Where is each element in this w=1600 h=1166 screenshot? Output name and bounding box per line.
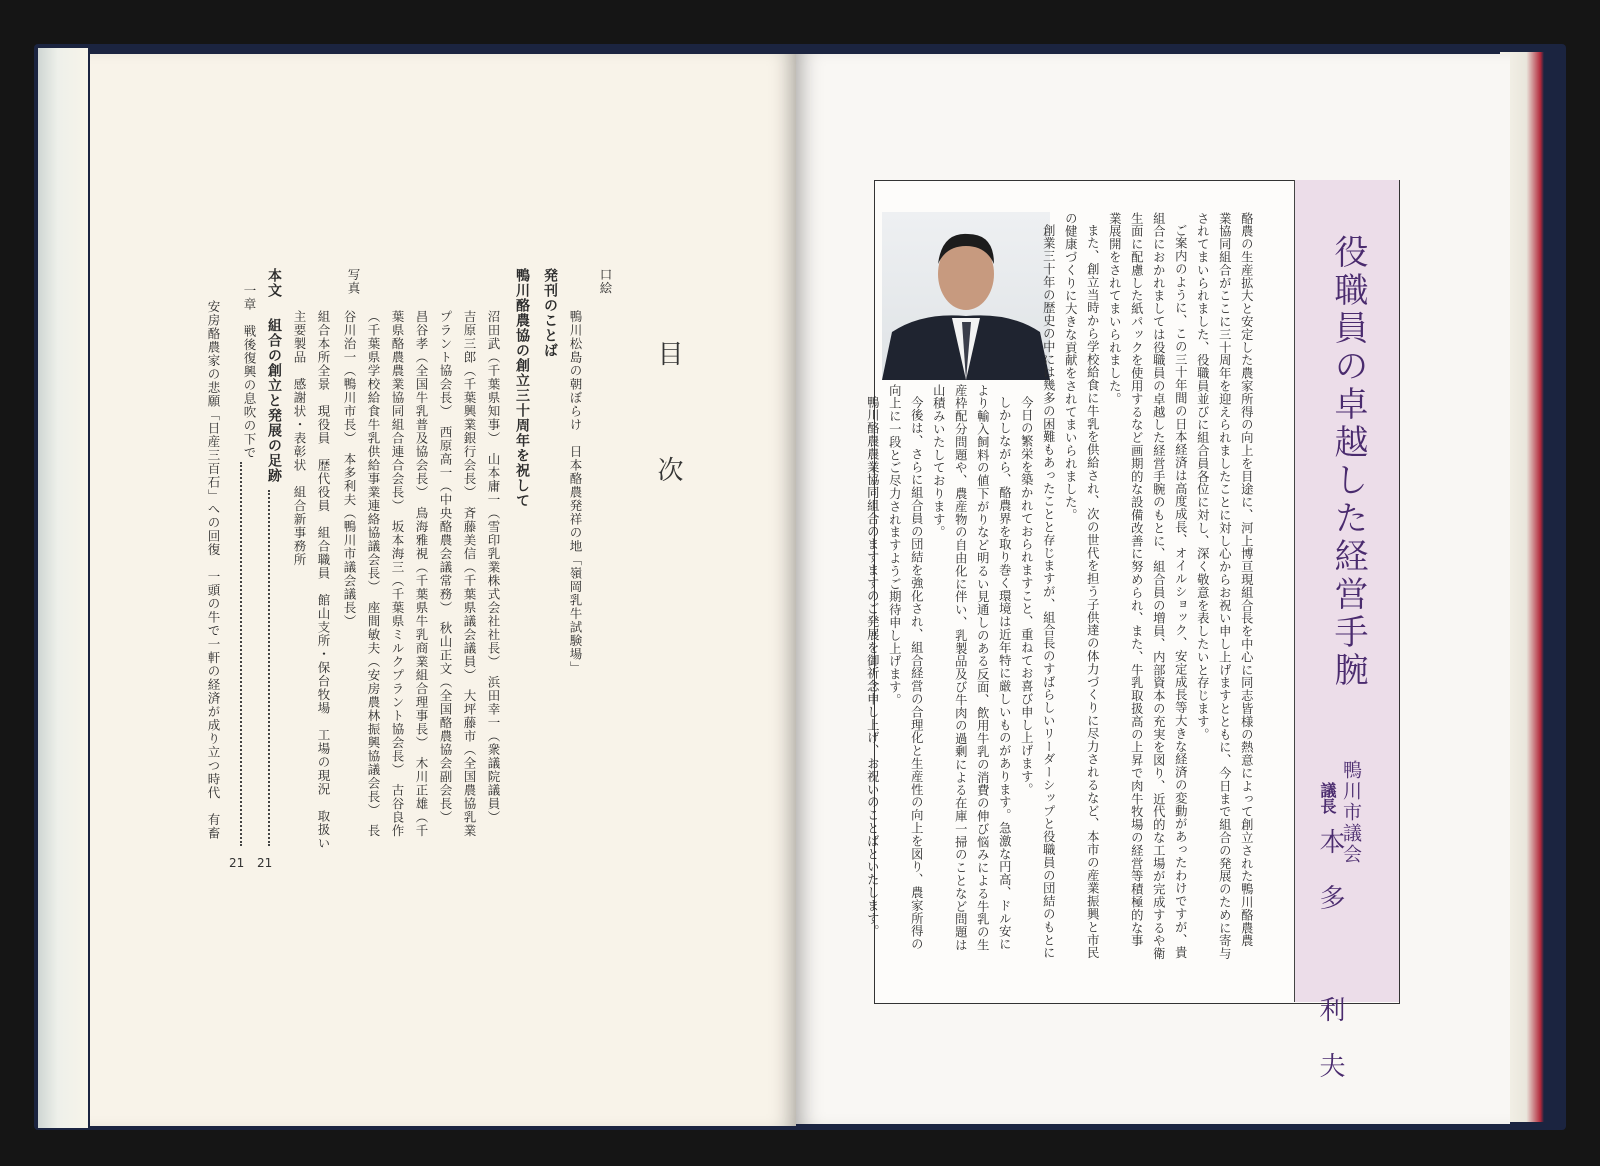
toc-dot-leader	[268, 490, 270, 846]
toc-iwai-line: 沼田武（千葉県知事） 山本庸一（雪印乳業株式会社社長） 浜田幸一（衆議院議員）	[486, 310, 501, 824]
body-paragraph-line: 今日の繁栄を築かれておられますこと、重ねてお喜び申し上げます。	[1019, 396, 1034, 796]
body-paragraph-line: 創業三十年の歴史の中には幾多の困難もあったことと存じますが、組合長のすばらしいリーダーシップと役職員の団結のもとに	[1041, 224, 1056, 960]
toc-kuchie-heading: 口絵	[598, 268, 613, 295]
body-paragraph-line: しかしながら、酪農界を取り巻く環境は近年特に厳しいものがあります。急激な円高、ドル安に	[997, 396, 1012, 951]
chairman-portrait-photo	[882, 212, 1050, 380]
toc-iwai-line: 吉原三郎（千葉興業銀行会長） 斉藤美信（千葉県議会議員） 大坪藤市（全国農協乳業	[462, 310, 477, 838]
body-paragraph-line: 生面に配慮した紙パックを使用するなど画期的な設備改善に努められ、また、牛乳取扱高の上昇で肉牛牧場の経営等積極的な事	[1129, 212, 1144, 948]
toc-chapter-line: 一章 戦後復興の息吹の下で	[242, 284, 257, 460]
toc-iwai-line: 昌谷孝（全国牛乳普及協会長） 鳥海雅視（千葉県牛乳商業組合理事長） 木川正雄（千	[414, 310, 429, 838]
body-paragraph-line: ご案内のように、この三十年間の日本経済は高度成長、オイルショック、安定成長等大きな経済の変動があったわけですが、貴	[1173, 224, 1188, 960]
body-paragraph-line: 向上に一段とご尽力されますようご期待申し上げます。	[887, 384, 902, 707]
body-paragraph-line: 産枠配分問題や、農産物の自由化に伴い、乳製品及び牛肉の過剰による在庫一掃のことなど問題は	[953, 384, 968, 952]
toc-iwai-line: （千葉県学校給食牛乳供給事業連絡協議会長） 座間敏夫（安房農林振興協議会長） 長	[366, 310, 381, 838]
body-paragraph-line: 業展開をされてまいられました。	[1107, 212, 1122, 406]
body-paragraph-line: 酪農の生産拡大と安定した農家所得の向上を目途に、河上博亘現組合長を中心に同志皆様の熱意によって創立された鴨川酪農農	[1239, 212, 1254, 948]
body-paragraph-line: 山積みいたしております。	[931, 384, 946, 539]
body-paragraph-line: より輸入飼料の値下がりなど明るい見通しのある反面、飲用牛乳の消費の伸び悩みによる牛乳の生	[975, 384, 990, 952]
toc-shashin-heading: 写真	[346, 268, 361, 295]
toc-honbun-title: 組合の創立と発展の足跡	[266, 318, 282, 483]
body-paragraph-line: 鴨川酪農農業協同組合のますますのご発展を御祈念申し上げ、お祝いのことばといたします。	[865, 396, 880, 938]
body-paragraph-line: また、創立当時から学校給食に牛乳を供給され、次の世代を担う子供達の体力づくりに尽力されるなど、本市の産業振興と市民	[1085, 224, 1100, 960]
body-paragraph-line: の健康づくりに大きな貢献をされてまいられました。	[1063, 212, 1078, 522]
body-paragraph-line: 業協同組合がここに三十周年を迎えられましたことに対し心からお祝い申し上げますとともに、今日まで組合の発展のために寄与	[1217, 212, 1232, 961]
author-role: 議長	[1318, 782, 1337, 814]
toc-chapter-sub: 安房酪農家の悲願「日産三百石」への回復 一頭の牛で一軒の経済が成り立つ時代 有畜	[206, 300, 221, 840]
toc-iwai-heading: 鴨川酪農協の創立三十周年を祝して	[514, 268, 530, 508]
page-stack-left	[38, 48, 88, 1128]
author-organization: 鴨川市議会	[1340, 760, 1362, 865]
portrait-icon	[882, 212, 1050, 380]
toc-shashin-line: 主要製品 感謝状・表彰状 組合新事務所	[292, 310, 307, 567]
body-paragraph-line: 今後は、さらに組合員の団結を強化され、組合経営の合理化と生産性の向上を図り、農家所得の	[909, 396, 924, 951]
toc-title: 目 次	[653, 340, 683, 514]
toc-honbun-heading: 本文	[266, 268, 282, 298]
toc-shashin-line: 組合本所全景 現役員 歴代役員 組合職員 館山支所・保台牧場 工場の現況 取扱い	[316, 310, 331, 850]
toc-page-number: 21	[257, 856, 273, 870]
toc-page-number: 21	[229, 856, 245, 870]
toc-iwai-line: プラント協会長） 西原高一（中央酪農会議常務） 秋山正文（全国酪農協会副会長）	[438, 310, 453, 824]
body-paragraph-line: 組合におかれましては役職員の卓越した経営手腕のもとに、組合員の増員、内部資本の充実を図り、近代的な工場が完成するや衛	[1151, 212, 1166, 961]
toc-hakkan-heading: 発刊のことば	[542, 268, 558, 358]
author-name: 本多 利夫	[1315, 828, 1345, 1108]
toc-iwai-line: 谷川治一（鴨川市長） 本多利夫（鴨川市議会議長）	[342, 310, 357, 628]
toc-kuchie-line: 鴨川松島の朝ぼらけ 日本酪農発祥の地「嶺岡乳牛試験場」	[568, 310, 583, 675]
body-paragraph-line: されてまいられました、役職員並びに組合員各位に対し、深く敬意を表したいと存じます。	[1195, 212, 1210, 741]
toc-dot-leader	[240, 462, 242, 846]
tribute-title: 役職員の卓越した経営手腕	[1328, 234, 1368, 690]
toc-iwai-line: 葉県酪農農業協同組合連合会長） 坂本海三（千葉県ミルクプラント協会長） 古谷良作	[390, 310, 405, 838]
